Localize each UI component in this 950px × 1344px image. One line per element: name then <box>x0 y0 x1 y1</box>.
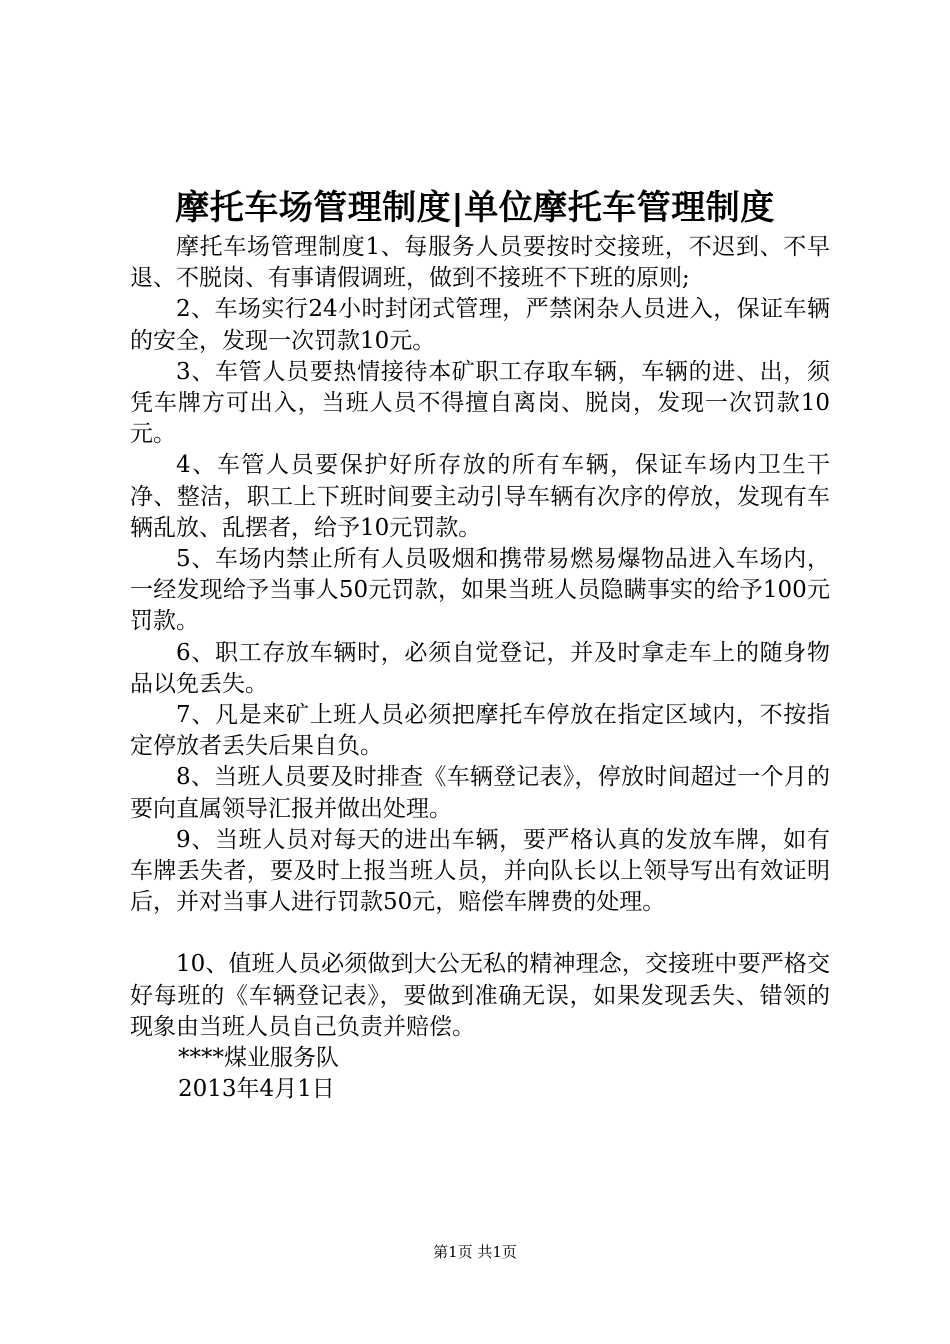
paragraph-10: 10、值班人员必须做到大公无私的精神理念，交接班中要严格交好每班的《车辆登记表》，要做到准确无误，如果发现丢失、错领的现象由当班人员自己负责并赔偿。 <box>130 951 830 1040</box>
paragraph-4: 4、车管人员要保护好所存放的所有车辆，保证车场内卫生干净、整洁，职工上下班时间要主动引导车辆有次序的停放，发现有车辆乱放、乱摆者，给予10元罚款。 <box>130 452 830 541</box>
paragraph-9: 9、当班人员对每天的进出车辆，要严格认真的发放车牌，如有车牌丢失者，要及时上报当班人员，并向队长以上领导写出有效证明后，并对当事人进行罚款50元，赔偿车牌费的处理。 <box>130 826 830 916</box>
paragraph-6: 6、职工存放车辆时，必须自觉登记，并及时拿走车上的随身物品以免丢失。 <box>130 639 830 697</box>
signature-org: ****煤业服务队 <box>178 1045 339 1072</box>
paragraph-1: 摩托车场管理制度1、每服务人员要按时交接班，不迟到、不早退、不脱岗、有事请假调班，做到不接班不下班的原则; <box>130 234 830 292</box>
paragraph-5: 5、车场内禁止所有人员吸烟和携带易燃易爆物品进入车场内，一经发现给予当事人50元罚款，如果当班人员隐瞒事实的给予100元罚款。 <box>130 546 830 635</box>
paragraph-8: 8、当班人员要及时排查《车辆登记表》，停放时间超过一个月的要向直属领导汇报并做出处理。 <box>130 764 830 822</box>
paragraph-3: 3、车管人员要热情接待本矿职工存取车辆，车辆的进、出，须凭车牌方可出入，当班人员不得擅自离岗、脱岗，发现一次罚款10元。 <box>130 358 830 448</box>
paragraph-2: 2、车场实行24小时封闭式管理，严禁闲杂人员进入，保证车辆的安全，发现一次罚款10元。 <box>130 296 830 354</box>
document-body <box>130 232 830 1105</box>
document-title: 摩托车场管理制度|单位摩托车管理制度 <box>175 188 775 228</box>
signature-date: 2013年4月1日 <box>178 1076 335 1103</box>
paragraph-7: 7、凡是来矿上班人员必须把摩托车停放在指定区域内，不按指定停放者丢失后果自负。 <box>130 702 830 760</box>
page-footer: 第1页 共1页 <box>433 1243 517 1261</box>
